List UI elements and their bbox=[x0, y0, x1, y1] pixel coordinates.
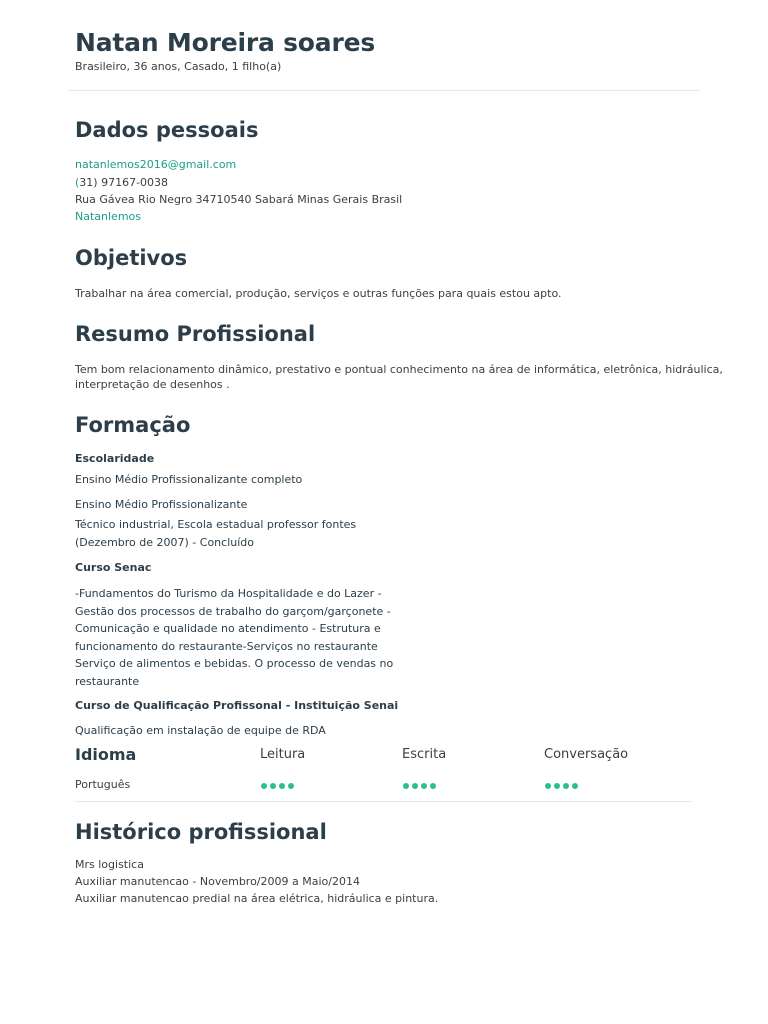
idioma-divider bbox=[75, 801, 692, 802]
email-link[interactable]: natanlemos2016@gmail.com bbox=[75, 158, 237, 171]
address: Rua Gávea Rio Negro 34710540 Sabará Minas Gerais Brasil bbox=[75, 193, 403, 206]
leitura-level-dots bbox=[261, 783, 294, 789]
level-dot bbox=[430, 783, 436, 789]
level-dot bbox=[554, 783, 560, 789]
section-title-resumo: Resumo Profissional bbox=[75, 322, 316, 346]
level-dot bbox=[572, 783, 578, 789]
historico-role: Auxiliar manutencao - Novembro/2009 a Maio/2014 bbox=[75, 875, 360, 888]
level-dot bbox=[270, 783, 276, 789]
header-divider bbox=[68, 90, 700, 91]
conversacao-level-dots bbox=[545, 783, 578, 789]
escolaridade-value: Ensino Médio Profissionalizante completo bbox=[75, 473, 303, 486]
section-title-dados-pessoais: Dados pessoais bbox=[75, 118, 259, 142]
level-dot bbox=[403, 783, 409, 789]
phone-number bbox=[75, 176, 168, 189]
senac-label: Curso Senac bbox=[75, 561, 152, 574]
ensino-label: Ensino Médio Profissionalizante bbox=[75, 498, 248, 511]
ensino-line-1: Técnico industrial, Escola estadual professor fontes bbox=[75, 518, 357, 531]
candidate-subtitle: Brasileiro, 36 anos, Casado, 1 filho(a) bbox=[75, 60, 282, 73]
section-title-formacao: Formação bbox=[75, 413, 191, 437]
level-dot bbox=[261, 783, 267, 789]
senai-label: Curso de Qualificação Profissonal - Instituição Senai bbox=[75, 699, 399, 712]
historico-description: Auxiliar manutencao predial na área elétrica, hidráulica e pintura. bbox=[75, 892, 439, 905]
escolaridade-label: Escolaridade bbox=[75, 452, 155, 465]
senac-text: -Fundamentos do Turismo da Hospitalidade e do Lazer - Gestão dos processos de trabalho do garçom/garçonete - Comunicação e qualidade no atendimento - Estrutura e funcionamento do restaurante-Serviços no restaurante Serviço de alimentos e bebidas. O processo de vendas no restaurante bbox=[75, 587, 394, 688]
phone-paren: ( bbox=[75, 176, 80, 189]
level-dot bbox=[288, 783, 294, 789]
idioma-language: Português bbox=[75, 778, 131, 791]
level-dot bbox=[279, 783, 285, 789]
escrita-level-dots bbox=[403, 783, 436, 789]
historico-company: Mrs logistica bbox=[75, 858, 144, 871]
level-dot bbox=[412, 783, 418, 789]
profile-link[interactable]: Natanlemos bbox=[75, 210, 141, 223]
level-dot bbox=[563, 783, 569, 789]
objetivos-text: Trabalhar na área comercial, produção, serviços e outras funções para quais estou apto. bbox=[75, 287, 562, 300]
level-dot bbox=[421, 783, 427, 789]
resumo-line-2: interpretação de desenhos . bbox=[75, 378, 230, 391]
ensino-line-2: (Dezembro de 2007) - Concluído bbox=[75, 536, 254, 549]
idioma-col-escrita: Escrita bbox=[402, 747, 447, 762]
idioma-col-conversacao: Conversação bbox=[544, 747, 629, 762]
phone-digits: 31) 97167-0038 bbox=[79, 176, 169, 189]
level-dot bbox=[545, 783, 551, 789]
section-title-objetivos: Objetivos bbox=[75, 246, 188, 270]
senai-value: Qualificação em instalação de equipe de RDA bbox=[75, 724, 326, 737]
section-title-historico: Histórico profissional bbox=[75, 820, 327, 844]
resumo-line-1: Tem bom relacionamento dinâmico, prestativo e pontual conhecimento na área de informática, eletrônica, hidráulica, bbox=[75, 363, 723, 376]
candidate-name: Natan Moreira soares bbox=[75, 28, 376, 57]
idioma-col-leitura: Leitura bbox=[260, 747, 306, 762]
section-title-idioma: Idioma bbox=[75, 745, 137, 764]
